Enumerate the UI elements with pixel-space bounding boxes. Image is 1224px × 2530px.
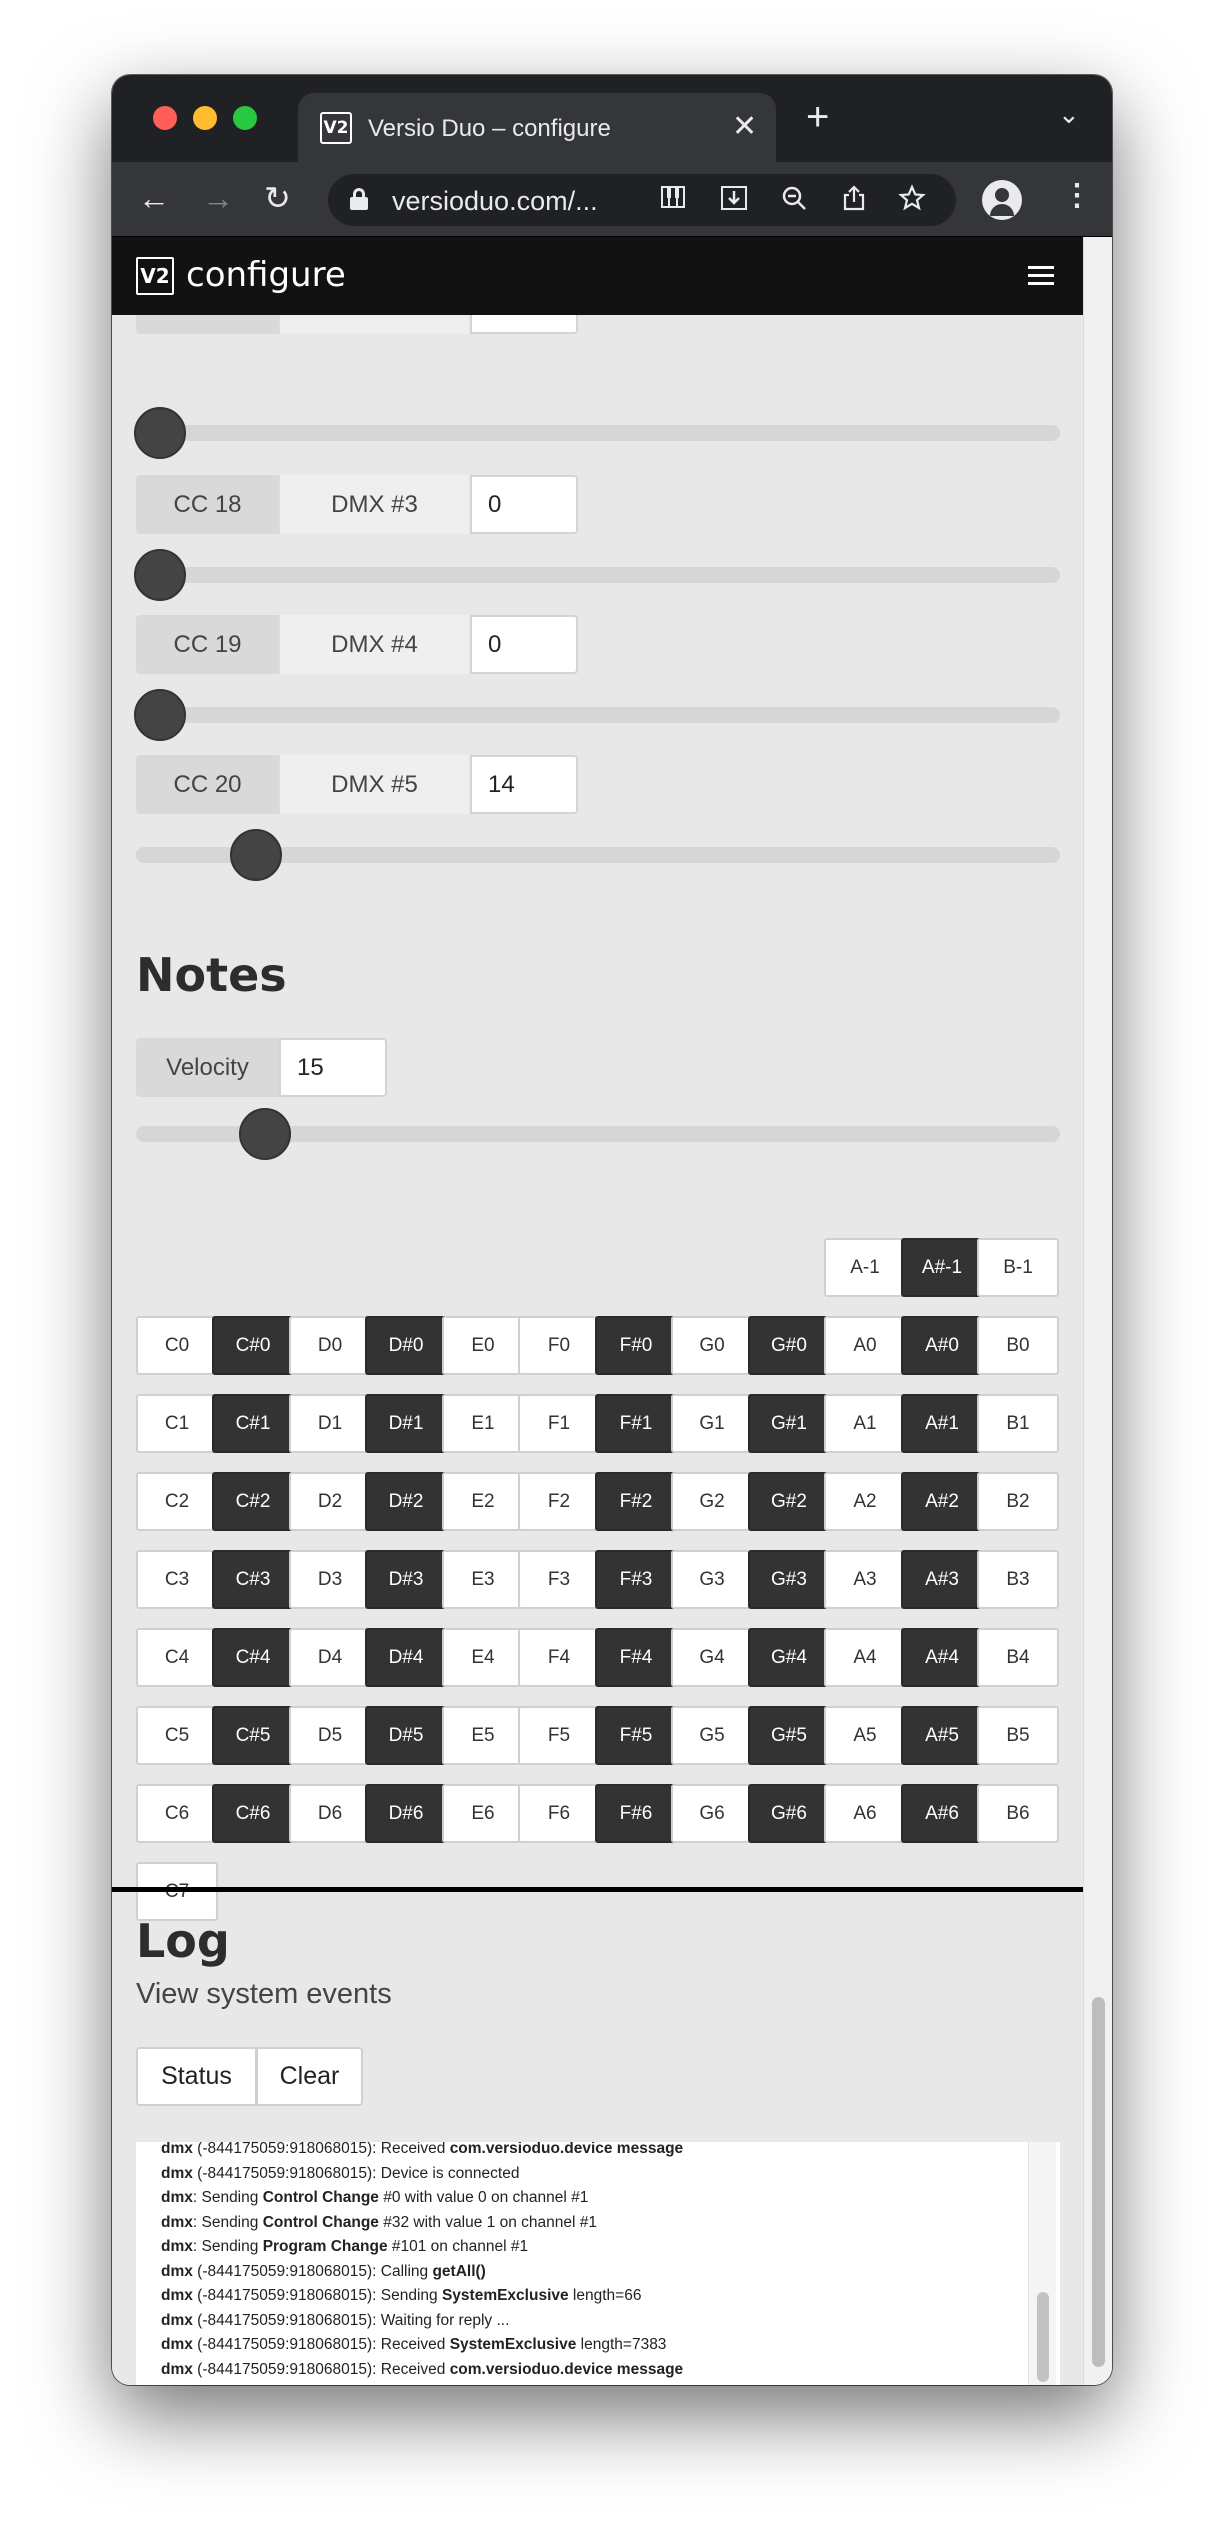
note-key-ds2[interactable]: D#2 [365, 1472, 447, 1531]
note-key-g3[interactable]: G3 [671, 1550, 753, 1609]
note-key-fs2[interactable]: F#2 [595, 1472, 677, 1531]
browser-menu-icon[interactable]: ⋮ [1062, 179, 1092, 212]
velocity-label: Velocity [136, 1038, 279, 1097]
note-key-c6[interactable]: C6 [136, 1784, 218, 1843]
dmx-label: DMX #4 [279, 615, 469, 674]
page-viewport [112, 237, 1112, 2385]
note-key-as3[interactable]: A#3 [901, 1550, 983, 1609]
dmx-label: DMX #3 [279, 475, 469, 534]
note-key-gs1[interactable]: G#1 [748, 1394, 830, 1453]
forward-button[interactable]: → [202, 180, 234, 216]
bookmark-star-icon[interactable] [898, 184, 926, 219]
site-title: configure [186, 255, 346, 295]
page-scroll-thumb[interactable] [1092, 1997, 1105, 2367]
page-content [112, 237, 1083, 2385]
note-key-d1[interactable]: D1 [289, 1394, 371, 1453]
note-key-d2[interactable]: D2 [289, 1472, 371, 1531]
note-key-fs1[interactable]: F#1 [595, 1394, 677, 1453]
note-key-g1[interactable]: G1 [671, 1394, 753, 1453]
note-key-gs2[interactable]: G#2 [748, 1472, 830, 1531]
dmx-slider[interactable] [136, 407, 1060, 459]
note-key-cs0[interactable]: C#0 [212, 1316, 294, 1375]
dmx-slider[interactable] [136, 829, 1060, 881]
note-key-b0[interactable]: B0 [977, 1316, 1059, 1375]
note-key-gs3[interactable]: G#3 [748, 1550, 830, 1609]
log-line: dmx (-844175059:918068015): Received SystemExclusive length=7383 [161, 2336, 667, 2353]
dmx-value-input[interactable]: 0 [470, 475, 578, 534]
dmx-value-input[interactable]: 0 [470, 615, 578, 674]
zoom-out-icon[interactable] [780, 184, 808, 219]
note-key-b1[interactable]: B1 [977, 1394, 1059, 1453]
log-line: dmx (-844175059:918068015): Received com.versioduo.device message [161, 2360, 684, 2378]
zoom-window-button[interactable] [233, 106, 257, 130]
tab-search-icon[interactable]: ⌄ [1058, 99, 1080, 129]
note-key-as0[interactable]: A#0 [901, 1316, 983, 1375]
note-key-d6[interactable]: D6 [289, 1784, 371, 1843]
note-key-e2[interactable]: E2 [442, 1472, 524, 1531]
note-key-c4[interactable]: C4 [136, 1628, 218, 1687]
note-key-cs5[interactable]: C#5 [212, 1706, 294, 1765]
back-button[interactable]: ← [138, 180, 170, 216]
note-key-d3[interactable]: D3 [289, 1550, 371, 1609]
slider-thumb[interactable] [134, 689, 186, 741]
note-key-g5[interactable]: G5 [671, 1706, 753, 1765]
note-key-as5[interactable]: A#5 [901, 1706, 983, 1765]
velocity-slider[interactable] [136, 1108, 1060, 1160]
note-key-a0[interactable]: A0 [824, 1316, 906, 1375]
note-key-c2[interactable]: C2 [136, 1472, 218, 1531]
section-divider [112, 1887, 1083, 1892]
note-key-e0[interactable]: E0 [442, 1316, 524, 1375]
note-key-g6[interactable]: G6 [671, 1784, 753, 1843]
tab-close-icon[interactable]: ✕ [732, 110, 758, 143]
page-scrollbar[interactable] [1083, 237, 1112, 2385]
install-icon[interactable] [720, 184, 748, 219]
note-key-gs0[interactable]: G#0 [748, 1316, 830, 1375]
note-key-e3[interactable]: E3 [442, 1550, 524, 1609]
log-scrollbar[interactable] [1028, 2142, 1056, 2385]
note-key-e6[interactable]: E6 [442, 1784, 524, 1843]
note-key-d5[interactable]: D5 [289, 1706, 371, 1765]
log-heading: Log [136, 1914, 230, 1968]
note-key-g0[interactable]: G0 [671, 1316, 753, 1375]
address-bar[interactable] [328, 174, 956, 226]
note-key-a3[interactable]: A3 [824, 1550, 906, 1609]
log-line: dmx (-844175059:918068015): Waiting for reply ... [161, 2311, 510, 2329]
dmx-value-input[interactable]: 14 [470, 755, 578, 814]
note-key-c1[interactable]: C1 [136, 1394, 218, 1453]
note-key-b5[interactable]: B5 [977, 1706, 1059, 1765]
share-icon[interactable] [840, 184, 868, 219]
note-key-gs4[interactable]: G#4 [748, 1628, 830, 1687]
note-key-b2[interactable]: B2 [977, 1472, 1059, 1531]
note-key-fs4[interactable]: F#4 [595, 1628, 677, 1687]
note-key-ds4[interactable]: D#4 [365, 1628, 447, 1687]
reload-button[interactable]: ↻ [264, 180, 291, 216]
note-key-f5[interactable]: F5 [518, 1706, 600, 1765]
dmx-slider[interactable] [136, 549, 1060, 601]
note-key-as6[interactable]: A#6 [901, 1784, 983, 1843]
slider-thumb[interactable] [134, 407, 186, 459]
browser-window [112, 75, 1112, 2385]
note-key-e1[interactable]: E1 [442, 1394, 524, 1453]
piano-keys-icon[interactable] [660, 184, 686, 217]
note-key-f6[interactable]: F6 [518, 1784, 600, 1843]
note-key-ds3[interactable]: D#3 [365, 1550, 447, 1609]
log-line: dmx (-844175059:918068015): Received com.versioduo.device message [161, 2142, 684, 2157]
cc-label: CC 20 [136, 755, 279, 814]
note-key-ds5[interactable]: D#5 [365, 1706, 447, 1765]
note-key-e5[interactable]: E5 [442, 1706, 524, 1765]
note-key-ds0[interactable]: D#0 [365, 1316, 447, 1375]
slider-thumb[interactable] [134, 549, 186, 601]
clear-button[interactable]: Clear [256, 2047, 363, 2106]
slider-track[interactable] [136, 425, 1060, 441]
tab-bar [112, 75, 1112, 162]
note-key-cs6[interactable]: C#6 [212, 1784, 294, 1843]
note-key-cs1[interactable]: C#1 [212, 1394, 294, 1453]
notes-heading: Notes [136, 948, 287, 1002]
note-key-c5[interactable]: C5 [136, 1706, 218, 1765]
note-key-c0[interactable]: C0 [136, 1316, 218, 1375]
note-key-cs3[interactable]: C#3 [212, 1550, 294, 1609]
slider-thumb[interactable] [230, 829, 282, 881]
log-output[interactable] [136, 2142, 1060, 2385]
slider-thumb[interactable] [239, 1108, 291, 1160]
log-line: dmx (-844175059:918068015): Device is connected [161, 2164, 520, 2182]
note-key-as-1[interactable]: A#-1 [901, 1238, 983, 1297]
profile-avatar-icon[interactable] [982, 180, 1022, 220]
note-key-gs5[interactable]: G#5 [748, 1706, 830, 1765]
note-key-a6[interactable]: A6 [824, 1784, 906, 1843]
note-key-as2[interactable]: A#2 [901, 1472, 983, 1531]
note-key-g4[interactable]: G4 [671, 1628, 753, 1687]
browser-tab[interactable] [298, 93, 776, 162]
status-button[interactable]: Status [136, 2047, 257, 2106]
close-window-button[interactable] [153, 106, 177, 130]
cc-label: CC 18 [136, 475, 279, 534]
note-key-ds6[interactable]: D#6 [365, 1784, 447, 1843]
slider-track[interactable] [136, 567, 1060, 583]
log-line: dmx: Sending Program Change #101 on channel #1 [161, 2238, 529, 2255]
favicon-icon: V2 [320, 112, 352, 144]
note-key-as4[interactable]: A#4 [901, 1628, 983, 1687]
note-key-a1[interactable]: A1 [824, 1394, 906, 1453]
site-header [112, 237, 1083, 315]
log-scroll-thumb[interactable] [1037, 2292, 1049, 2382]
note-key-f3[interactable]: F3 [518, 1550, 600, 1609]
log-line: dmx (-844175059:918068015): Sending SystemExclusive length=66 [161, 2287, 642, 2304]
note-key-a4[interactable]: A4 [824, 1628, 906, 1687]
note-key-cs4[interactable]: C#4 [212, 1628, 294, 1687]
note-key-fs6[interactable]: F#6 [595, 1784, 677, 1843]
minimize-window-button[interactable] [193, 106, 217, 130]
cc-label: CC 19 [136, 615, 279, 674]
note-key-a-1[interactable]: A-1 [824, 1238, 906, 1297]
dmx-label: DMX #5 [279, 755, 469, 814]
note-key-f4[interactable]: F4 [518, 1628, 600, 1687]
note-key-e4[interactable]: E4 [442, 1628, 524, 1687]
note-key-f0[interactable]: F0 [518, 1316, 600, 1375]
browser-toolbar [112, 162, 1112, 237]
note-key-fs3[interactable]: F#3 [595, 1550, 677, 1609]
note-key-fs5[interactable]: F#5 [595, 1706, 677, 1765]
lock-icon[interactable] [350, 188, 368, 210]
note-key-a5[interactable]: A5 [824, 1706, 906, 1765]
note-key-g2[interactable]: G2 [671, 1472, 753, 1531]
note-key-as1[interactable]: A#1 [901, 1394, 983, 1453]
note-key-b3[interactable]: B3 [977, 1550, 1059, 1609]
new-tab-button[interactable]: + [806, 95, 830, 139]
note-key-a2[interactable]: A2 [824, 1472, 906, 1531]
note-key-f2[interactable]: F2 [518, 1472, 600, 1531]
site-logo[interactable]: V2 [136, 257, 174, 295]
note-key-ds1[interactable]: D#1 [365, 1394, 447, 1453]
note-key-d4[interactable]: D4 [289, 1628, 371, 1687]
log-subtitle: View system events [136, 1978, 392, 2010]
dmx-slider[interactable] [136, 689, 1060, 741]
velocity-input[interactable]: 15 [279, 1038, 387, 1097]
note-key-b-1[interactable]: B-1 [977, 1238, 1059, 1297]
log-line: dmx (-844175059:918068015): Calling getAll() [161, 2262, 486, 2280]
log-line: dmx: Sending Control Change #0 with value 0 on channel #1 [161, 2189, 589, 2206]
note-key-d0[interactable]: D0 [289, 1316, 371, 1375]
note-key-b6[interactable]: B6 [977, 1784, 1059, 1843]
note-key-gs6[interactable]: G#6 [748, 1784, 830, 1843]
url-text[interactable]: versioduo.com/... [392, 186, 598, 216]
hamburger-menu-icon[interactable] [1028, 266, 1054, 286]
tab-title: Versio Duo – configure [368, 115, 611, 142]
note-key-c3[interactable]: C3 [136, 1550, 218, 1609]
slider-track[interactable] [136, 707, 1060, 723]
note-key-cs2[interactable]: C#2 [212, 1472, 294, 1531]
note-key-fs0[interactable]: F#0 [595, 1316, 677, 1375]
note-key-b4[interactable]: B4 [977, 1628, 1059, 1687]
log-line: dmx: Sending Control Change #32 with value 1 on channel #1 [161, 2213, 597, 2231]
note-key-f1[interactable]: F1 [518, 1394, 600, 1453]
